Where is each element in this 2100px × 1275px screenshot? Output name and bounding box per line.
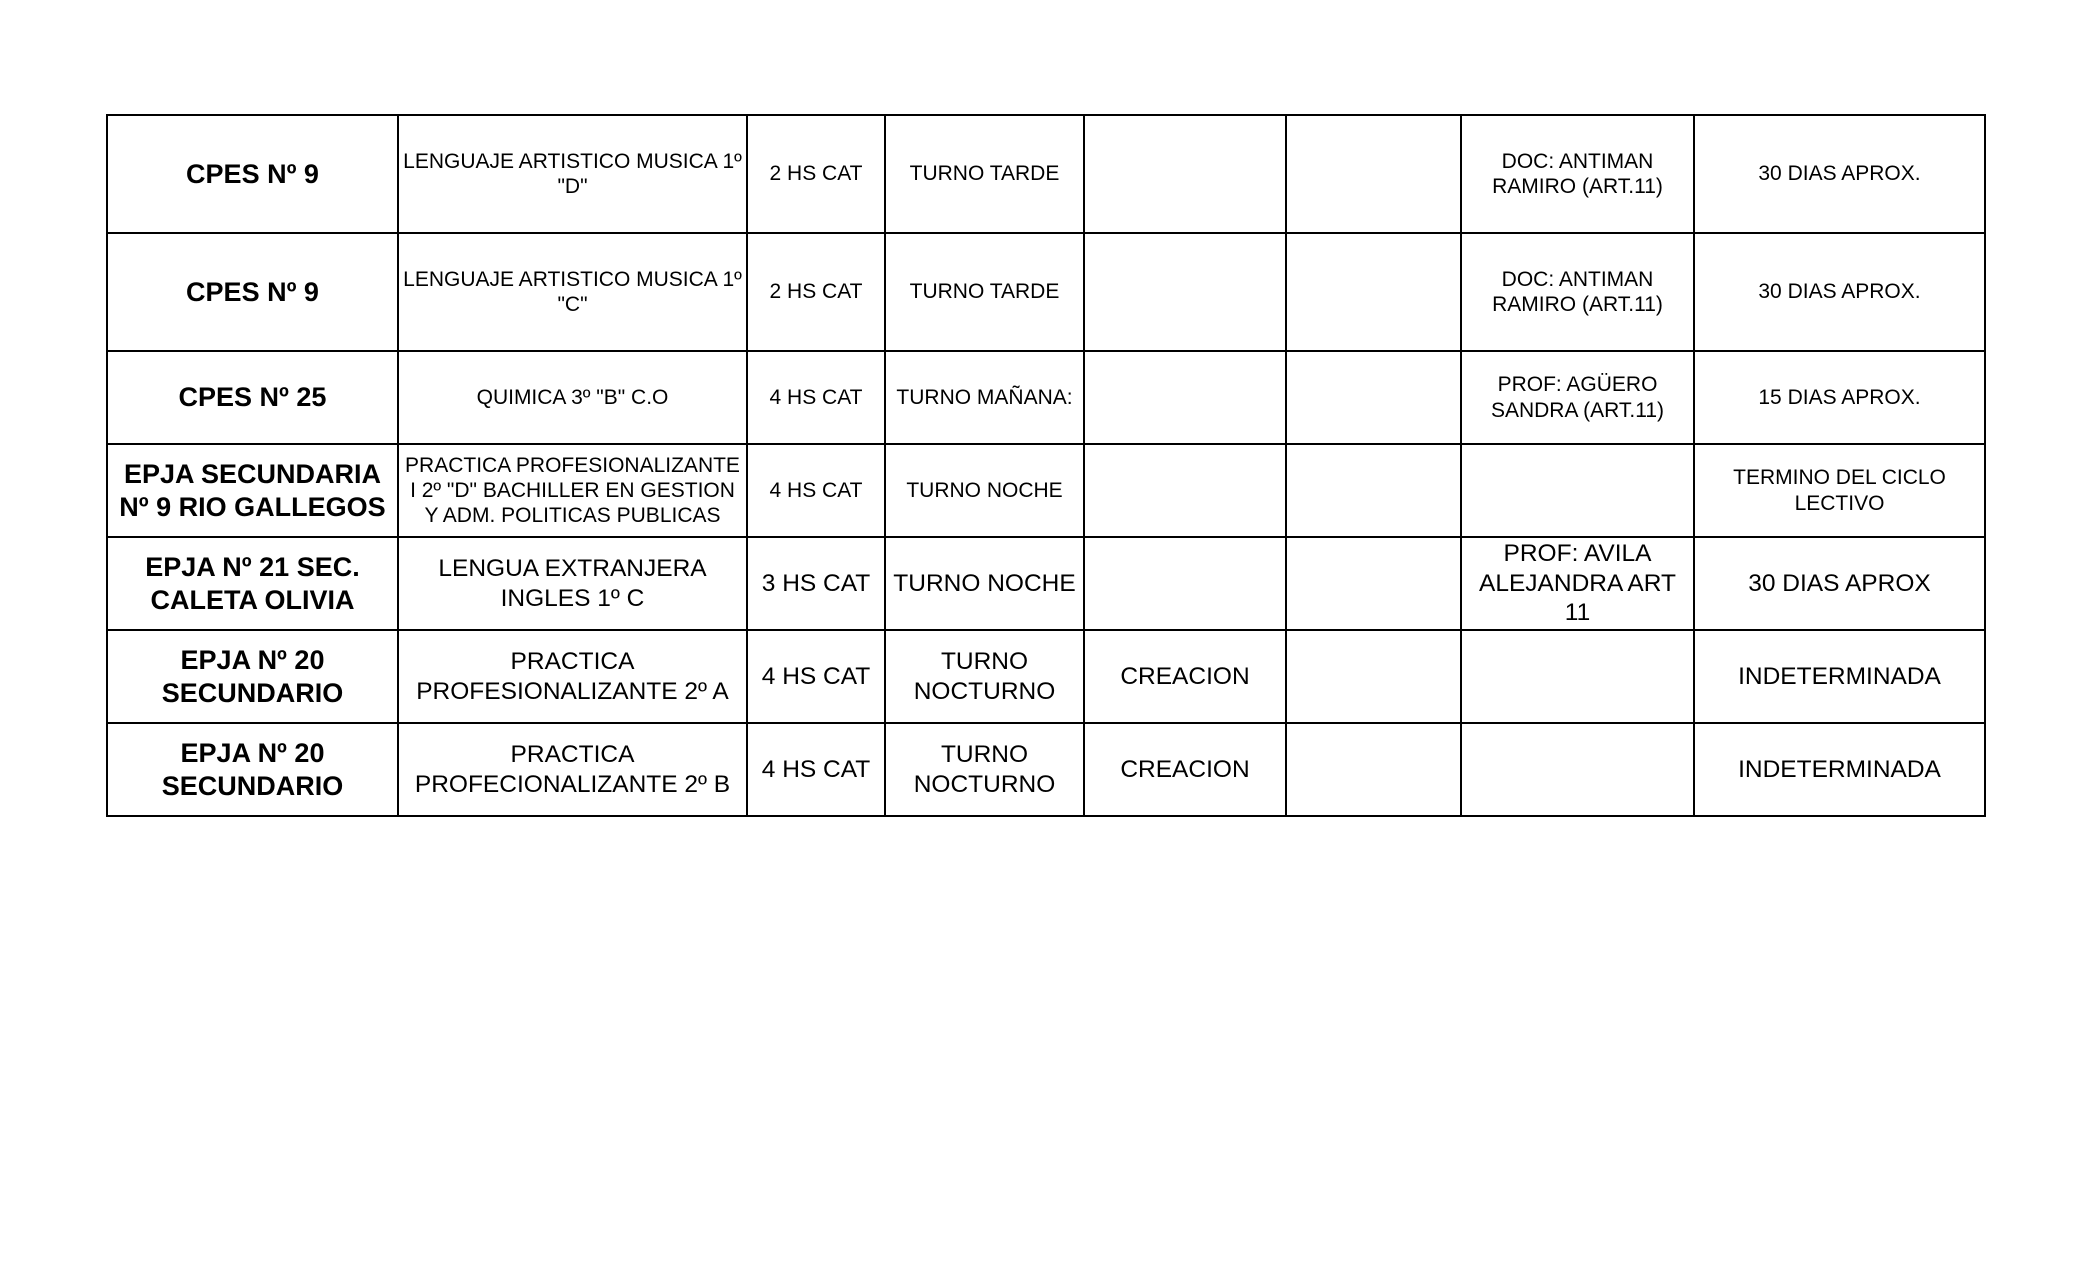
shift-cell: TURNO TARDE: [885, 115, 1084, 233]
extra-cell: [1286, 233, 1461, 351]
holder-cell: [1461, 630, 1694, 723]
holder-cell: PROF: AVILA ALEJANDRA ART 11: [1461, 537, 1694, 630]
shift-cell: TURNO NOCTURNO: [885, 723, 1084, 816]
table-row: [107, 537, 1985, 630]
subject-cell: LENGUA EXTRANJERA INGLES 1º C: [398, 537, 747, 630]
shift-cell: TURNO NOCHE: [885, 537, 1084, 630]
table-row: [107, 351, 1985, 444]
subject-cell: QUIMICA 3º "B" C.O: [398, 351, 747, 444]
table-row: [107, 115, 1985, 233]
extra-cell: [1286, 537, 1461, 630]
table-row: [107, 233, 1985, 351]
hours-cell: 4 HS CAT: [747, 444, 885, 537]
school-cell: CPES Nº 25: [107, 351, 398, 444]
subject-cell: PRACTICA PROFESIONALIZANTE 2º A: [398, 630, 747, 723]
status-cell: [1084, 233, 1286, 351]
school-cell: EPJA Nº 20 SECUNDARIO: [107, 630, 398, 723]
school-cell: EPJA SECUNDARIA Nº 9 RIO GALLEGOS: [107, 444, 398, 537]
table-row: [107, 444, 1985, 537]
status-cell: CREACION: [1084, 630, 1286, 723]
table-row: [107, 723, 1985, 816]
hours-cell: 4 HS CAT: [747, 723, 885, 816]
status-cell: [1084, 351, 1286, 444]
extra-cell: [1286, 723, 1461, 816]
subject-cell: LENGUAJE ARTISTICO MUSICA 1º "C": [398, 233, 747, 351]
holder-cell: [1461, 723, 1694, 816]
holder-cell: PROF: AGÜERO SANDRA (ART.11): [1461, 351, 1694, 444]
table-row: [107, 630, 1985, 723]
status-cell: [1084, 115, 1286, 233]
school-cell: EPJA Nº 21 SEC. CALETA OLIVIA: [107, 537, 398, 630]
hours-cell: 4 HS CAT: [747, 351, 885, 444]
duration-cell: 30 DIAS APROX: [1694, 537, 1985, 630]
extra-cell: [1286, 115, 1461, 233]
shift-cell: TURNO NOCTURNO: [885, 630, 1084, 723]
extra-cell: [1286, 630, 1461, 723]
hours-cell: 2 HS CAT: [747, 233, 885, 351]
school-cell: CPES Nº 9: [107, 233, 398, 351]
holder-cell: DOC: ANTIMAN RAMIRO (ART.11): [1461, 233, 1694, 351]
school-cell: EPJA Nº 20 SECUNDARIO: [107, 723, 398, 816]
shift-cell: TURNO NOCHE: [885, 444, 1084, 537]
subject-cell: LENGUAJE ARTISTICO MUSICA 1º "D": [398, 115, 747, 233]
duration-cell: INDETERMINADA: [1694, 630, 1985, 723]
shift-cell: TURNO MAÑANA:: [885, 351, 1084, 444]
hours-cell: 4 HS CAT: [747, 630, 885, 723]
subject-cell: PRACTICA PROFECIONALIZANTE 2º B: [398, 723, 747, 816]
duration-cell: 30 DIAS APROX.: [1694, 233, 1985, 351]
hours-cell: 2 HS CAT: [747, 115, 885, 233]
duration-cell: TERMINO DEL CICLO LECTIVO: [1694, 444, 1985, 537]
extra-cell: [1286, 444, 1461, 537]
duration-cell: INDETERMINADA: [1694, 723, 1985, 816]
hours-cell: 3 HS CAT: [747, 537, 885, 630]
shift-cell: TURNO TARDE: [885, 233, 1084, 351]
school-cell: CPES Nº 9: [107, 115, 398, 233]
vacancy-table: [106, 114, 1986, 817]
holder-cell: [1461, 444, 1694, 537]
duration-cell: 30 DIAS APROX.: [1694, 115, 1985, 233]
status-cell: [1084, 444, 1286, 537]
subject-cell: PRACTICA PROFESIONALIZANTE I 2º "D" BACHILLER EN GESTION Y ADM. POLITICAS PUBLICAS: [398, 444, 747, 537]
duration-cell: 15 DIAS APROX.: [1694, 351, 1985, 444]
holder-cell: DOC: ANTIMAN RAMIRO (ART.11): [1461, 115, 1694, 233]
status-cell: [1084, 537, 1286, 630]
status-cell: CREACION: [1084, 723, 1286, 816]
extra-cell: [1286, 351, 1461, 444]
